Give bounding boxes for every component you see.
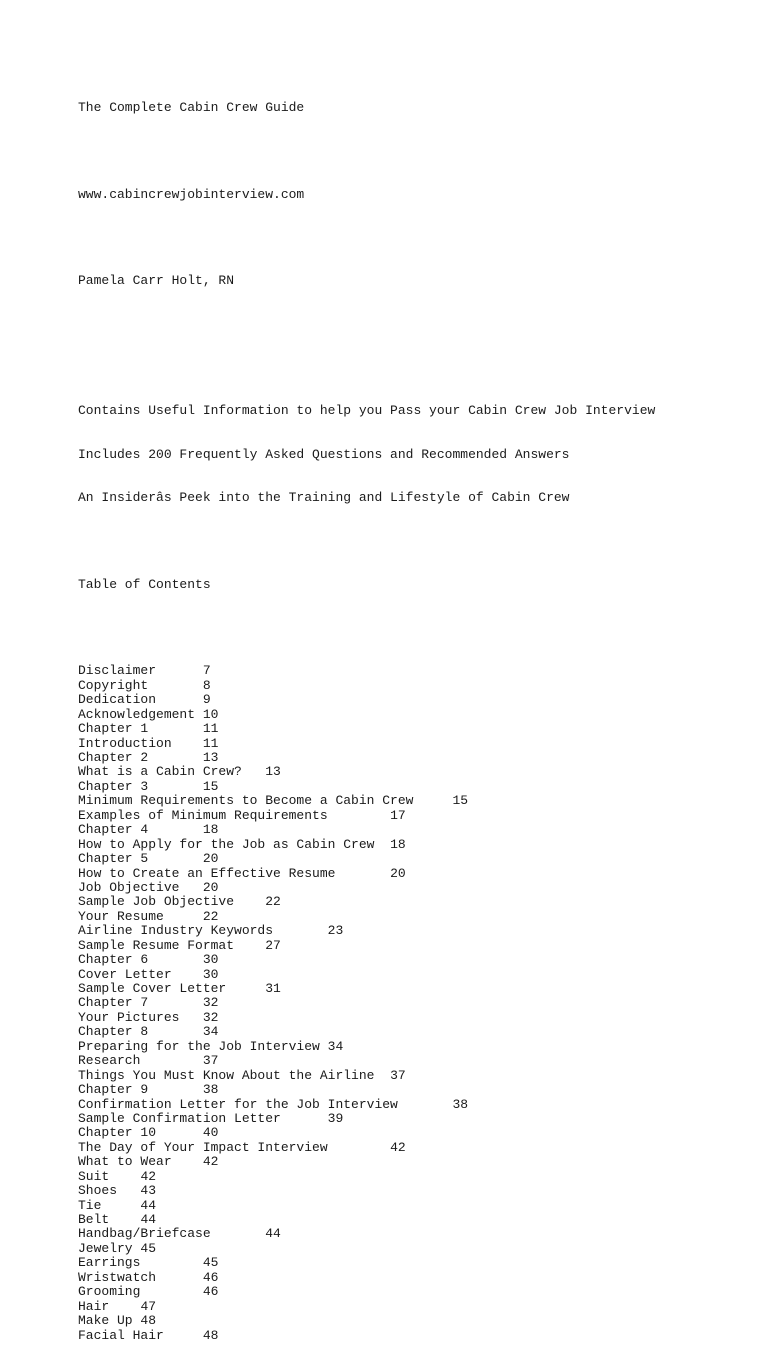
toc-entry	[78, 838, 655, 852]
toc-entry	[78, 1199, 655, 1213]
toc-entry	[78, 924, 655, 938]
toc-entry-title: Your Resume	[78, 908, 164, 924]
toc-entry	[78, 1141, 655, 1155]
toc-entry	[78, 693, 655, 707]
toc-entry-title: Confirmation Letter for the Job Interview	[78, 1096, 398, 1112]
toc-tab-gap	[179, 880, 202, 895]
toc-tab-gap	[335, 866, 390, 881]
toc-entry-page: 20	[202, 879, 219, 895]
toc-entry	[78, 823, 655, 837]
toc-tab-gap	[148, 779, 203, 794]
toc-entry	[78, 1112, 655, 1126]
toc-entry-title: What to Wear	[78, 1154, 172, 1170]
toc-entry-title: Suit	[78, 1168, 110, 1184]
toc-entry-title: Chapter 4	[78, 822, 149, 838]
toc-entry	[78, 679, 655, 693]
toc-tab-gap	[148, 995, 203, 1010]
toc-tab-gap	[140, 1053, 202, 1068]
toc-entry-page: 48	[140, 1313, 157, 1329]
toc-entry-title: Chapter 2	[78, 750, 149, 765]
toc-entry-page: 11	[202, 735, 219, 751]
toc-tab-gap	[109, 1212, 140, 1227]
toc-tab-gap	[133, 1241, 141, 1256]
toc-entry-page: 34	[202, 1024, 219, 1040]
toc-entry	[78, 1126, 655, 1140]
toc-entry-page: 22	[265, 894, 281, 910]
toc-entry-page: 20	[390, 865, 406, 881]
toc-entry-title: Dedication	[78, 692, 157, 708]
toc-tab-gap	[273, 923, 328, 938]
spacer	[78, 231, 655, 245]
toc-tab-gap	[148, 851, 203, 866]
toc-entry-title: Make Up	[78, 1313, 133, 1329]
toc-tab-gap	[172, 1154, 203, 1169]
toc-entry-title: Research	[78, 1053, 141, 1069]
toc-tab-gap	[148, 721, 203, 736]
toc-entry-title: Chapter 9	[78, 1082, 149, 1098]
toc-entry-page: 37	[390, 1067, 406, 1083]
toc-entry	[78, 996, 655, 1010]
toc-entry-title: Preparing for the Job Interview	[78, 1038, 320, 1054]
toc-entry-page: 32	[202, 995, 219, 1011]
toc-entry-title: Minimum Requirements to Become a Cabin Crew	[78, 793, 414, 809]
toc-tab-gap	[117, 1183, 140, 1198]
toc-entry	[78, 1025, 655, 1039]
website-url: www.cabincrewjobinterview.com	[78, 186, 305, 202]
toc-entry-page: 38	[452, 1096, 469, 1112]
toc-entry-title: Jewelry	[78, 1240, 133, 1256]
toc-entry	[78, 939, 655, 953]
toc-entry	[78, 1271, 655, 1285]
toc-entry-title: Introduction	[78, 735, 172, 751]
document-body	[78, 72, 655, 1372]
toc-entry-page: 38	[202, 1082, 219, 1098]
toc-entry-page: 46	[202, 1269, 219, 1285]
toc-tab-gap	[148, 750, 203, 765]
toc-entry-page: 27	[265, 937, 281, 953]
toc-entry-page: 8	[202, 677, 211, 693]
toc-entry-title: Chapter 7	[78, 995, 149, 1011]
toc-tab-gap	[133, 1313, 141, 1328]
toc-tab-gap	[281, 1111, 328, 1126]
toc-entry	[78, 910, 655, 924]
toc-heading: Table of Contents	[78, 576, 211, 592]
toc-entry	[78, 1227, 655, 1241]
spacer	[78, 621, 655, 635]
spacer	[78, 534, 655, 548]
toc-entry	[78, 1256, 655, 1270]
toc-tab-gap	[234, 938, 265, 953]
toc-entry	[78, 1285, 655, 1299]
toc-entry-page: 17	[390, 807, 406, 823]
toc-tab-gap	[413, 793, 452, 808]
table-of-contents	[78, 664, 655, 1343]
author-name: Pamela Carr Holt, RN	[78, 273, 235, 289]
toc-entry-page: 44	[265, 1226, 281, 1242]
toc-tab-gap	[179, 1010, 202, 1025]
toc-entry-page: 18	[390, 836, 406, 852]
toc-entry-title: Job Objective	[78, 879, 180, 895]
toc-entry	[78, 722, 655, 736]
toc-tab-gap	[320, 1039, 328, 1054]
toc-entry	[78, 1098, 655, 1112]
toc-entry	[78, 809, 655, 823]
intro-line: Includes 200 Frequently Asked Questions and Recommended Answers	[78, 446, 570, 462]
toc-entry-title: How to Apply for the Job as Cabin Crew	[78, 836, 375, 852]
toc-entry-page: 42	[140, 1168, 157, 1184]
toc-entry	[78, 953, 655, 967]
toc-tab-gap	[109, 1169, 140, 1184]
toc-tab-gap	[140, 1255, 202, 1270]
toc-tab-gap	[328, 1140, 390, 1155]
toc-entry-page: 43	[140, 1183, 157, 1199]
toc-tab-gap	[101, 1198, 140, 1213]
toc-entry	[78, 765, 655, 779]
toc-entry-title: Examples of Minimum Requirements	[78, 807, 328, 823]
toc-entry-page: 37	[202, 1053, 219, 1069]
toc-tab-gap	[172, 967, 203, 982]
toc-entry-title: Sample Confirmation Letter	[78, 1110, 281, 1126]
spacer	[78, 361, 655, 375]
toc-entry-title: Airline Industry Keywords	[78, 923, 274, 939]
spacer	[78, 318, 655, 332]
toc-tab-gap	[148, 1024, 203, 1039]
toc-tab-gap	[211, 1226, 266, 1241]
toc-entry-title: Disclaimer	[78, 663, 157, 679]
toc-entry-title: Handbag/Briefcase	[78, 1226, 211, 1242]
toc-entry	[78, 895, 655, 909]
toc-entry-page: 46	[202, 1284, 219, 1300]
toc-entry-title: Sample Job Objective	[78, 894, 235, 910]
toc-tab-gap	[328, 808, 390, 823]
toc-entry	[78, 664, 655, 678]
toc-entry-page: 44	[140, 1212, 157, 1227]
toc-entry-page: 10	[202, 706, 219, 722]
toc-entry-title: Wristwatch	[78, 1269, 157, 1285]
toc-entry	[78, 852, 655, 866]
toc-entry-title: Cover Letter	[78, 966, 172, 982]
document-title: The Complete Cabin Crew Guide	[78, 99, 305, 115]
toc-entry	[78, 1011, 655, 1025]
toc-tab-gap	[164, 1328, 203, 1343]
toc-entry-page: 48	[202, 1327, 219, 1343]
toc-tab-gap	[195, 707, 203, 722]
toc-entry	[78, 867, 655, 881]
toc-entry-title: The Day of Your Impact Interview	[78, 1139, 328, 1155]
toc-entry	[78, 780, 655, 794]
toc-entry-page: 13	[202, 750, 219, 765]
toc-entry-title: Chapter 3	[78, 778, 149, 794]
toc-entry-page: 47	[140, 1298, 157, 1314]
toc-tab-gap	[374, 837, 390, 852]
toc-entry-page: 23	[327, 923, 344, 939]
toc-entry	[78, 1329, 655, 1343]
toc-entry-page: 9	[202, 692, 211, 708]
toc-entry-page: 45	[202, 1255, 219, 1271]
toc-tab-gap	[164, 909, 203, 924]
toc-entry-title: Belt	[78, 1212, 110, 1227]
toc-entry-page: 31	[265, 981, 281, 996]
toc-entry-title: Chapter 6	[78, 952, 149, 968]
toc-entry-title: Sample Cover Letter	[78, 981, 227, 996]
toc-entry-page: 30	[202, 952, 219, 968]
toc-entry-title: Chapter 10	[78, 1125, 157, 1141]
toc-entry	[78, 1054, 655, 1068]
toc-entry-page: 11	[202, 721, 219, 737]
toc-entry	[78, 751, 655, 765]
toc-tab-gap	[156, 1270, 203, 1285]
toc-entry-page: 34	[327, 1038, 344, 1054]
toc-tab-gap	[148, 952, 203, 967]
toc-entry-title: Grooming	[78, 1284, 141, 1300]
toc-entry	[78, 1069, 655, 1083]
toc-entry	[78, 982, 655, 996]
toc-entry-page: 20	[202, 851, 219, 867]
toc-tab-gap	[148, 678, 203, 693]
toc-entry-page: 18	[202, 822, 219, 838]
toc-entry-page: 22	[202, 908, 219, 924]
toc-tab-gap	[156, 692, 203, 707]
toc-entry	[78, 1213, 655, 1227]
toc-entry	[78, 968, 655, 982]
toc-entry	[78, 708, 655, 722]
toc-entry	[78, 794, 655, 808]
toc-entry-title: Chapter 5	[78, 851, 149, 867]
toc-entry-title: Shoes	[78, 1183, 118, 1199]
toc-tab-gap	[140, 1284, 202, 1299]
toc-entry-title: How to Create an Effective Resume	[78, 865, 336, 881]
spacer	[78, 144, 655, 158]
toc-entry-page: 42	[202, 1154, 219, 1170]
toc-tab-gap	[234, 894, 265, 909]
toc-entry-page: 44	[140, 1197, 157, 1213]
toc-entry-page: 15	[452, 793, 469, 809]
toc-tab-gap	[148, 822, 203, 837]
toc-entry	[78, 1242, 655, 1256]
toc-entry-title: Chapter 8	[78, 1024, 149, 1040]
toc-entry-title: Sample Resume Format	[78, 937, 235, 953]
toc-entry-page: 39	[327, 1110, 344, 1126]
toc-tab-gap	[148, 1082, 203, 1097]
toc-entry	[78, 1184, 655, 1198]
toc-entry-title: Tie	[78, 1197, 102, 1213]
toc-tab-gap	[156, 1125, 203, 1140]
toc-entry	[78, 881, 655, 895]
toc-entry-title: What is a Cabin Crew?	[78, 764, 242, 780]
toc-tab-gap	[242, 764, 265, 779]
intro-line: An Insiderâs Peek into the Training and Lifestyle of Cabin Crew	[78, 490, 570, 505]
toc-tab-gap	[226, 981, 265, 996]
toc-tab-gap	[398, 1097, 453, 1112]
toc-entry	[78, 1170, 655, 1184]
toc-entry-page: 42	[390, 1139, 406, 1155]
toc-entry-page: 30	[202, 966, 219, 982]
toc-entry	[78, 737, 655, 751]
toc-entry-page: 13	[265, 764, 281, 780]
toc-entry-title: Hair	[78, 1298, 110, 1314]
toc-entry-page: 15	[202, 778, 219, 794]
toc-entry-title: Copyright	[78, 677, 149, 693]
toc-tab-gap	[374, 1068, 390, 1083]
toc-entry-title: Your Pictures	[78, 1009, 180, 1025]
toc-entry	[78, 1300, 655, 1314]
toc-tab-gap	[172, 736, 203, 751]
intro-line: Contains Useful Information to help you Pass your Cabin Crew Job Interview	[78, 403, 656, 419]
toc-entry-page: 45	[140, 1240, 157, 1256]
toc-entry-title: Earrings	[78, 1255, 141, 1271]
toc-entry	[78, 1040, 655, 1054]
toc-entry-title: Facial Hair	[78, 1327, 164, 1343]
toc-entry-page: 40	[202, 1125, 219, 1141]
toc-entry	[78, 1314, 655, 1328]
toc-entry	[78, 1083, 655, 1097]
toc-entry	[78, 1155, 655, 1169]
toc-tab-gap	[109, 1299, 140, 1314]
toc-tab-gap	[156, 663, 203, 678]
toc-entry-title: Things You Must Know About the Airline	[78, 1067, 375, 1083]
toc-entry-page: 7	[202, 663, 211, 679]
toc-entry-page: 32	[202, 1009, 219, 1025]
toc-entry-title: Chapter 1	[78, 721, 149, 737]
toc-entry-title: Acknowledgement	[78, 706, 196, 722]
